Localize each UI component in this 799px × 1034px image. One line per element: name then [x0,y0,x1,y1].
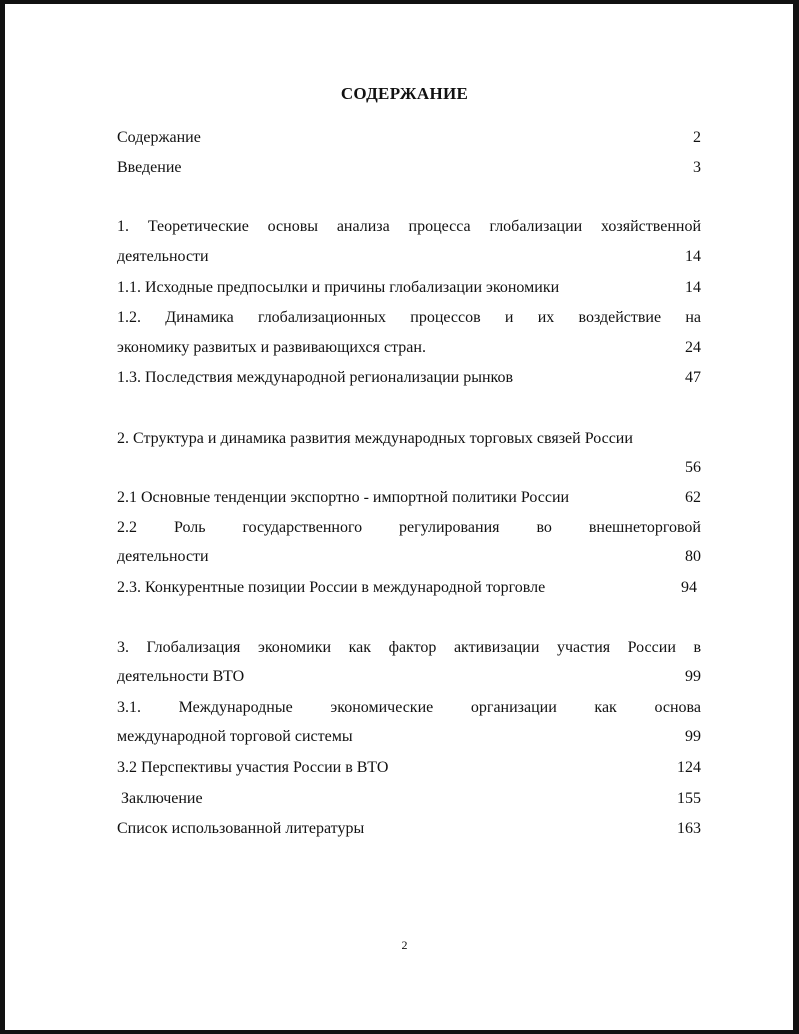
toc-entry-text: 3.2 Перспективы участия России в ВТО [117,759,389,776]
toc-entry-introduction [117,158,701,178]
toc-entry-text: Список использованной литературы [117,820,365,837]
toc-entry-chapter-3 [117,667,701,687]
toc-entry-text: деятельности [117,548,209,565]
toc-entry-page: 124 [677,759,701,776]
toc-entry-section-2-2 [117,547,701,567]
toc-entry-page: 99 [685,668,701,685]
toc-entry-section-3-1-line1: 3.1. Международные экономические организации как основа [117,699,701,716]
toc-entry-text: Заключение [117,790,203,807]
toc-entry-text: деятельности [117,248,209,265]
toc-entry-contents [117,128,701,148]
toc-entry-page: 47 [685,369,701,386]
toc-entry-section-1-2-line1: 1.2. Динамика глобализационных процессов и их воздействие на [117,309,701,326]
toc-entry-text: 2.3. Конкурентные позиции России в международной торговле [117,579,546,596]
toc-entry-section-1-3 [117,368,701,388]
toc-entry-chapter-1-line1: 1. Теоретические основы анализа процесса глобализации хозяйственной [117,218,701,235]
toc-entry-text: 1.3. Последствия международной регионализации рынков [117,369,514,386]
toc-entry-text: 2.1 Основные тенденции экспортно - импортной политики России [117,489,570,506]
toc-entry-section-1-2 [117,338,701,358]
toc-entry-page: 80 [685,548,701,565]
toc-entry-section-2-2-line1: 2.2 Роль государственного регулирования во внешнеторговой [117,519,701,536]
toc-entry-text: деятельности ВТО [117,668,245,685]
toc-entry-page: 99 [685,728,701,745]
toc-entry-text: международной торговой системы [117,728,353,745]
toc-entry-page: 14 [685,248,701,265]
toc-entry-page: 94 [681,579,697,596]
toc-entry-page: 24 [685,339,701,356]
toc-entry-page: 56 [685,459,701,476]
toc-entry-page: 155 [677,790,701,807]
toc-entry-page: 62 [685,489,701,506]
toc-entry-section-3-1 [117,727,701,747]
toc-entry-chapter-3-line1: 3. Глобализация экономики как фактор активизации участия России в [117,639,701,656]
toc-entry-section-1-1 [117,278,701,298]
toc-entry-page: 3 [693,159,701,176]
page-number: 2 [401,938,408,952]
toc-entry-text: Введение [117,159,182,176]
toc-entry-section-3-2 [117,758,701,778]
toc-entry-page: 2 [693,129,701,146]
toc-entry-chapter-2-line1: 2. Структура и динамика развития международных торговых связей России [117,430,633,447]
page-title: СОДЕРЖАНИЕ [340,84,469,103]
toc-entry-page: 14 [685,279,701,296]
toc-entry-chapter-2 [117,458,701,478]
toc-entry-text: 1.1. Исходные предпосылки и причины глобализации экономики [117,279,560,296]
toc-entry-text: экономику развитых и развивающихся стран. [117,339,426,356]
toc-entry-text: Содержание [117,129,201,146]
toc-entry-page: 163 [677,820,701,837]
toc-entry-conclusion [117,789,701,809]
toc-entry-bibliography [117,819,701,839]
toc-entry-chapter-1 [117,247,701,267]
toc-entry-section-2-3 [117,578,701,598]
toc-entry-section-2-1 [117,488,701,508]
